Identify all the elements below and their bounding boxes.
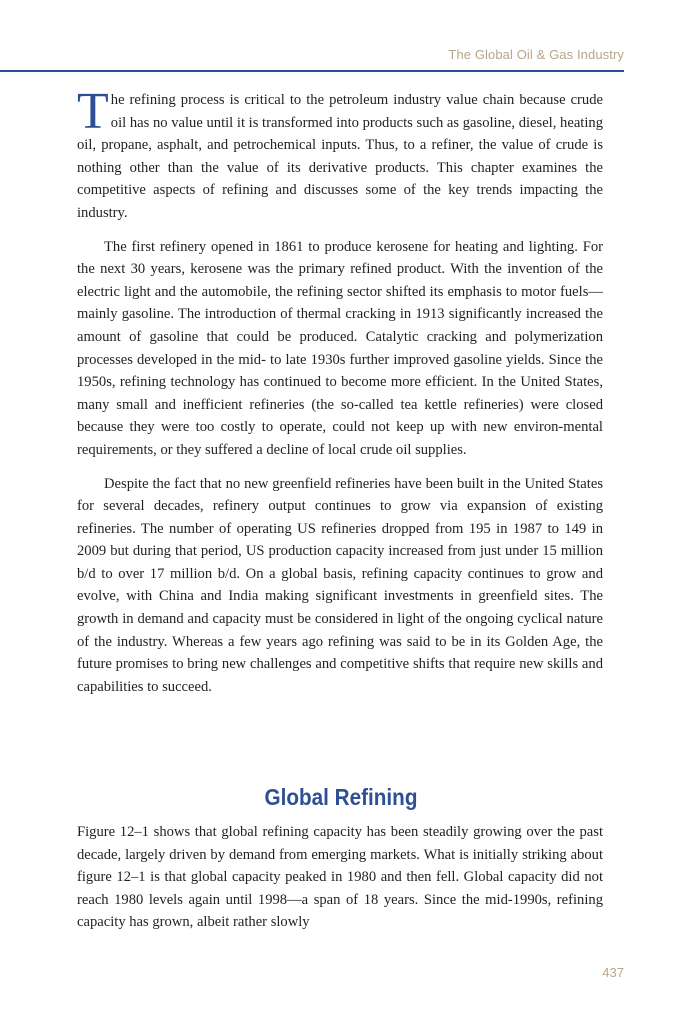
drop-cap: T <box>77 83 109 140</box>
section-paragraph-1: Figure 12–1 shows that global refining capacity has been steadily growing over the past decade, largely driven by demand from emerging markets. What is initially striking about figure 12–1 is that global capacity peaked in 1980 and then fell. Global capacity did not reach 1980 levels again until 1998—a span of 18 years. Since the mid-1990s, refining capacity has grown, albeit rather slowly <box>77 824 603 931</box>
intro-paragraph-1-text: he refining process is critical to the petroleum industry value chain because crude oil has no value until it is transformed into products such as gasoline, diesel, heating oil, propane, asphalt, and petrochemical inputs. Thus, to a refiner, the value of crude is nothing other than the value of its derivative products. This chapter examines the competitive aspects of refining and discusses some of the key trends impacting the industry. <box>77 92 603 221</box>
page-number: 437 <box>602 965 624 980</box>
intro-paragraph-1 <box>77 83 603 225</box>
section-text <box>77 821 603 934</box>
header-rule <box>0 70 624 72</box>
intro-paragraph-2: The first refinery opened in 1861 to produce kerosene for heating and lighting. For the next 30 years, kerosene was the primary refined product. With the invention of the electric light and the automobile, the refining sector shifted its emphasis to motor fuels—mainly gasoline. The introduction of thermal cracking in 1913 significantly increased the amount of gasoline that could be produced. Catalytic cracking and polymerization processes developed in the mid- to late 1930s further improved gasoline yields. Since the 1950s, refining technology has continued to become more efficient. In the United States, many small and inefficient refineries (the so-called tea kettle refineries) were closed because they were too costly to operate, could not keep up with new environ-mental requirements, or they suffered a decline of local crude oil supplies. <box>77 238 603 458</box>
running-head: The Global Oil & Gas Industry <box>448 47 624 62</box>
intro-paragraph-3: Despite the fact that no new greenfield refineries have been built in the United States for several decades, refinery output continues to grow via expansion of existing refineries. The number of operating US refineries dropped from 195 in 1987 to 149 in 2009 but during that period, US production capacity increased from just under 15 million b/d to over 17 million b/d. On a global basis, refining capacity continues to grow and evolve, with China and India making significant investments in greenfield sites. The growth in demand and capacity must be considered in light of the ongoing cyclical nature of the industry. Whereas a few years ago refining was said to be in its Golden Age, the future promises to bring new challenges and competitive shifts that require new skills and capabilities to succeed. <box>77 475 603 695</box>
section-heading: Global Refining <box>264 784 418 810</box>
intro-text <box>77 83 603 698</box>
